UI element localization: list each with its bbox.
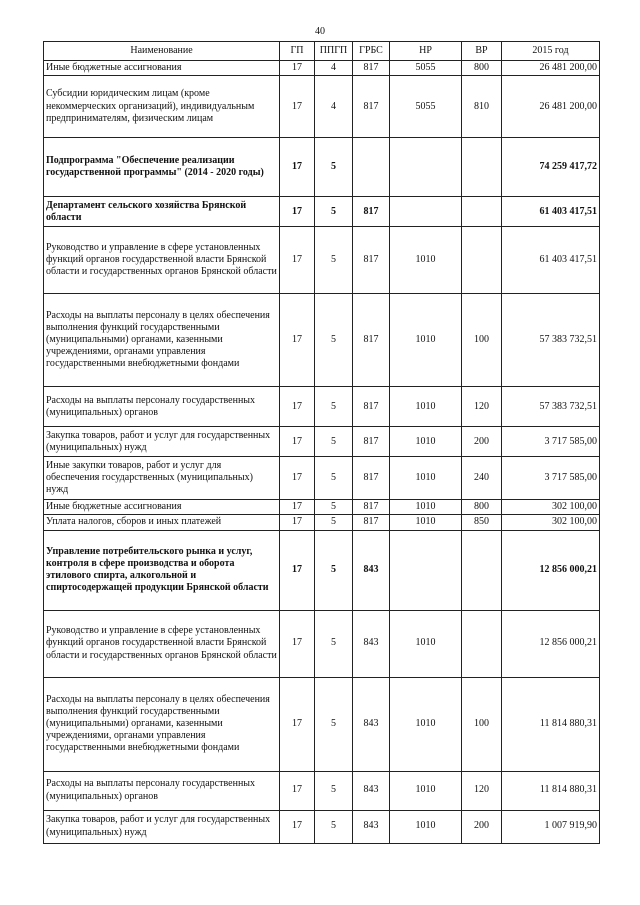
row-gp: 17	[280, 677, 315, 771]
row-amount: 302 100,00	[502, 500, 600, 515]
header-row	[44, 42, 600, 61]
row-amount: 57 383 732,51	[502, 294, 600, 387]
header-grbs: ГРБС	[353, 42, 390, 61]
row-amount: 302 100,00	[502, 515, 600, 530]
row-np: 1010	[390, 500, 462, 515]
row-vr	[462, 530, 502, 610]
row-np: 1010	[390, 387, 462, 427]
row-grbs: 817	[353, 76, 390, 138]
row-grbs: 843	[353, 677, 390, 771]
table-row	[44, 457, 600, 500]
row-gp: 17	[280, 138, 315, 197]
row-pgp: 5	[315, 387, 353, 427]
header-np: НР	[390, 42, 462, 61]
table-row	[44, 138, 600, 197]
table-row	[44, 387, 600, 427]
row-pgp: 5	[315, 427, 353, 457]
row-gp: 17	[280, 610, 315, 677]
row-grbs: 817	[353, 457, 390, 500]
row-np: 5055	[390, 76, 462, 138]
row-vr: 120	[462, 387, 502, 427]
table-row	[44, 227, 600, 294]
row-name: Руководство и управление в сфере установленных функций органов государственной власти Брянской области и государственных органов Брянской области	[44, 610, 280, 677]
row-grbs: 843	[353, 810, 390, 843]
row-name: Расходы на выплаты персоналу в целях обеспечения выполнения функций государственными (муниципальными) органами, казенными учреждениями, органами управления государственными внебюджетными фондами	[44, 677, 280, 771]
row-gp: 17	[280, 427, 315, 457]
row-np: 1010	[390, 771, 462, 810]
row-vr	[462, 610, 502, 677]
row-pgp: 5	[315, 500, 353, 515]
budget-table	[43, 41, 600, 844]
row-name: Закупка товаров, работ и услуг для государственных (муниципальных) нужд	[44, 427, 280, 457]
row-pgp: 5	[315, 227, 353, 294]
row-name: Уплата налогов, сборов и иных платежей	[44, 515, 280, 530]
row-vr	[462, 227, 502, 294]
row-grbs: 817	[353, 294, 390, 387]
row-np: 1010	[390, 457, 462, 500]
table-row	[44, 515, 600, 530]
row-pgp: 5	[315, 530, 353, 610]
row-pgp: 5	[315, 138, 353, 197]
row-np: 1010	[390, 227, 462, 294]
row-gp: 17	[280, 500, 315, 515]
row-name: Расходы на выплаты персоналу государственных (муниципальных) органов	[44, 771, 280, 810]
table-row	[44, 610, 600, 677]
row-amount: 3 717 585,00	[502, 457, 600, 500]
header-gp: ГП	[280, 42, 315, 61]
row-pgp: 4	[315, 61, 353, 76]
row-vr	[462, 138, 502, 197]
row-gp: 17	[280, 457, 315, 500]
row-np: 1010	[390, 677, 462, 771]
table-row	[44, 427, 600, 457]
row-name: Иные бюджетные ассигнования	[44, 500, 280, 515]
table-row	[44, 76, 600, 138]
row-grbs: 843	[353, 771, 390, 810]
row-np	[390, 197, 462, 227]
row-grbs: 817	[353, 197, 390, 227]
row-gp: 17	[280, 530, 315, 610]
row-pgp: 5	[315, 677, 353, 771]
header-year: 2015 год	[502, 42, 600, 61]
row-grbs: 817	[353, 515, 390, 530]
row-grbs: 817	[353, 387, 390, 427]
table-row	[44, 530, 600, 610]
row-gp: 17	[280, 387, 315, 427]
table-row	[44, 294, 600, 387]
row-gp: 17	[280, 515, 315, 530]
row-grbs	[353, 138, 390, 197]
row-name: Руководство и управление в сфере установленных функций органов государственной власти Брянской области и государственных органов Брянской области	[44, 227, 280, 294]
row-name: Закупка товаров, работ и услуг для государственных (муниципальных) нужд	[44, 810, 280, 843]
row-name: Подпрограмма "Обеспечение реализации государственной программы" (2014 - 2020 годы)	[44, 138, 280, 197]
header-vr: ВР	[462, 42, 502, 61]
row-grbs: 817	[353, 227, 390, 294]
row-name: Департамент сельского хозяйства Брянской области	[44, 197, 280, 227]
row-vr	[462, 197, 502, 227]
row-vr: 850	[462, 515, 502, 530]
table-row	[44, 810, 600, 843]
row-np: 1010	[390, 427, 462, 457]
row-vr: 800	[462, 61, 502, 76]
row-np: 1010	[390, 610, 462, 677]
row-amount: 11 814 880,31	[502, 771, 600, 810]
row-pgp: 5	[315, 610, 353, 677]
row-vr: 100	[462, 294, 502, 387]
row-name: Субсидии юридическим лицам (кроме некоммерческих организаций), индивидуальным предпринимателям, физическим лицам	[44, 76, 280, 138]
row-gp: 17	[280, 61, 315, 76]
row-pgp: 5	[315, 771, 353, 810]
row-vr: 100	[462, 677, 502, 771]
table-row	[44, 61, 600, 76]
page-number: 40	[315, 26, 325, 37]
row-name: Расходы на выплаты персоналу государственных (муниципальных) органов	[44, 387, 280, 427]
row-amount: 61 403 417,51	[502, 197, 600, 227]
row-vr: 200	[462, 810, 502, 843]
row-pgp: 5	[315, 515, 353, 530]
row-np: 5055	[390, 61, 462, 76]
table-row	[44, 500, 600, 515]
row-amount: 26 481 200,00	[502, 76, 600, 138]
row-vr: 810	[462, 76, 502, 138]
row-gp: 17	[280, 197, 315, 227]
row-gp: 17	[280, 76, 315, 138]
row-grbs: 817	[353, 427, 390, 457]
row-grbs: 817	[353, 500, 390, 515]
row-np	[390, 138, 462, 197]
row-pgp: 5	[315, 810, 353, 843]
table-row	[44, 771, 600, 810]
row-gp: 17	[280, 294, 315, 387]
row-grbs: 843	[353, 610, 390, 677]
row-vr: 240	[462, 457, 502, 500]
row-gp: 17	[280, 810, 315, 843]
row-grbs: 843	[353, 530, 390, 610]
row-name: Управление потребительского рынка и услуг, контроля в сфере производства и оборота этилового спирта, алкогольной и спиртосодержащей продукции Брянской области	[44, 530, 280, 610]
row-pgp: 5	[315, 294, 353, 387]
row-vr: 200	[462, 427, 502, 457]
row-pgp: 4	[315, 76, 353, 138]
table-row	[44, 197, 600, 227]
row-amount: 57 383 732,51	[502, 387, 600, 427]
header-name: Наименование	[44, 42, 280, 61]
row-amount: 12 856 000,21	[502, 610, 600, 677]
row-pgp: 5	[315, 197, 353, 227]
table-row	[44, 677, 600, 771]
row-pgp: 5	[315, 457, 353, 500]
row-amount: 26 481 200,00	[502, 61, 600, 76]
row-np: 1010	[390, 294, 462, 387]
row-vr: 120	[462, 771, 502, 810]
row-amount: 74 259 417,72	[502, 138, 600, 197]
row-amount: 1 007 919,90	[502, 810, 600, 843]
row-amount: 61 403 417,51	[502, 227, 600, 294]
row-amount: 12 856 000,21	[502, 530, 600, 610]
row-gp: 17	[280, 227, 315, 294]
row-vr: 800	[462, 500, 502, 515]
row-grbs: 817	[353, 61, 390, 76]
row-np	[390, 530, 462, 610]
row-np: 1010	[390, 515, 462, 530]
row-np: 1010	[390, 810, 462, 843]
row-name: Расходы на выплаты персоналу в целях обеспечения выполнения функций государственными (муниципальными) органами, казенными учреждениями, органами управления государственными внебюджетными фондами	[44, 294, 280, 387]
row-name: Иные закупки товаров, работ и услуг для обеспечения государственных (муниципальных) нужд	[44, 457, 280, 500]
row-amount: 3 717 585,00	[502, 427, 600, 457]
row-name: Иные бюджетные ассигнования	[44, 61, 280, 76]
row-gp: 17	[280, 771, 315, 810]
header-pgp: ППГП	[315, 42, 353, 61]
row-amount: 11 814 880,31	[502, 677, 600, 771]
